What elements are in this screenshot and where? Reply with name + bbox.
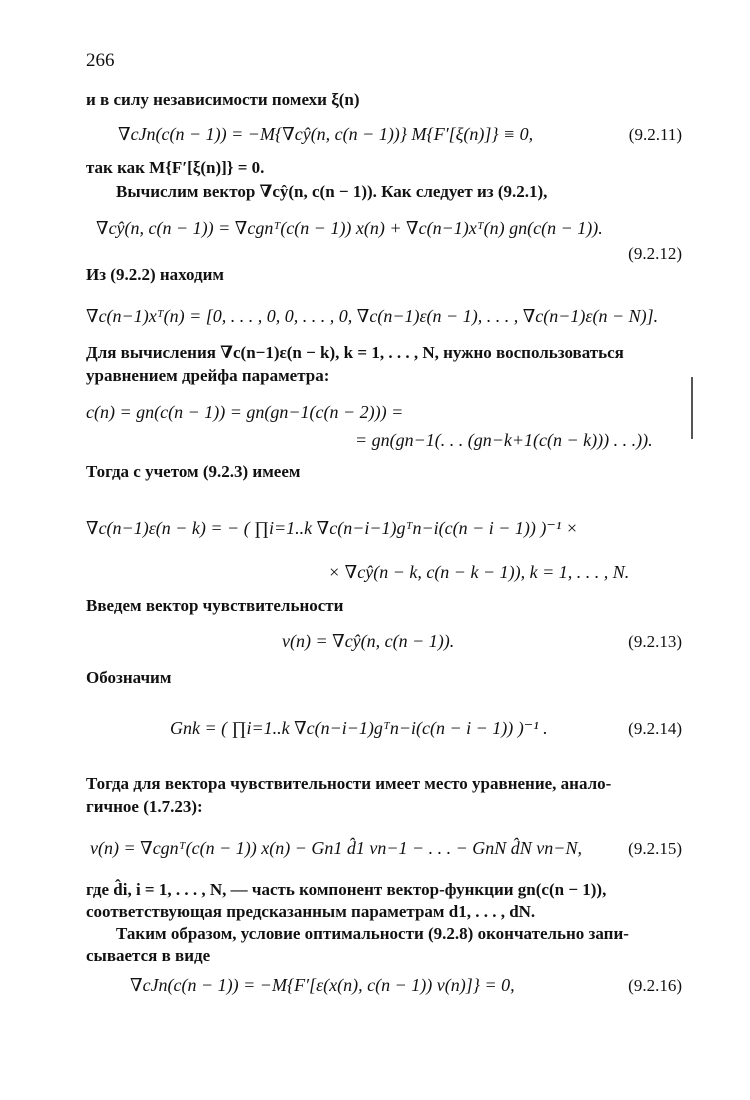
equation-number: (9.2.15) [628,839,682,858]
text-line: Из (9.2.2) находим [86,265,225,284]
equation-9-2-12: ∇cŷ(n, c(n − 1)) = ∇cgnᵀ(c(n − 1)) x(n) + ∇c(n−1)xᵀ(n) gn(c(n − 1)). [96,218,603,238]
equation-9-2-11: ∇cJn(c(n − 1)) = −M{∇cŷ(n, c(n − 1))} M{F′[ξ(n)]} ≡ 0, [118,124,534,144]
text-line: Обозначим [86,668,172,687]
text-line: гичное (1.7.23): [86,797,203,816]
text-line: Вычислим вектор ∇cŷ(n, c(n − 1)). Как следует из (9.2.1), [116,182,548,201]
text-line: Тогда с учетом (9.2.3) имеем [86,462,301,481]
equation-9-2-14: Gnk = ( ∏i=1..k ∇c(n−i−1)gᵀn−i(c(n − i − 1)) )⁻¹ . [170,718,548,738]
text-line: соответствующая предсказанным параметрам d1, . . . , dN. [86,902,536,921]
equation-epsilon-2: × ∇cŷ(n − k, c(n − k − 1)), k = 1, . . . , N. [328,562,630,582]
equation-9-2-15: v(n) = ∇cgnᵀ(c(n − 1)) x(n) − Gn1 d̂1 vn−1 − . . . − GnN d̂N vn−N, [90,838,582,858]
equation-number: (9.2.16) [628,976,682,995]
page-number: 266 [86,50,115,71]
text-line: Введем вектор чувствительности [86,596,344,615]
equation-9-2-13: v(n) = ∇cŷ(n, c(n − 1)). [282,631,455,651]
text-line: уравнением дрейфа параметра: [86,366,330,385]
text-line: и в силу независимости помехи ξ(n) [86,90,360,109]
equation-9-2-16: ∇cJn(c(n − 1)) = −M{F′[ε(x(n), c(n − 1)) v(n)]} = 0, [130,975,515,995]
equation-number: (9.2.14) [628,719,682,738]
text-line: Таким образом, условие оптимальности (9.2.8) окончательно запи- [116,924,629,943]
equation-epsilon-1: ∇c(n−1)ε(n − k) = − ( ∏i=1..k ∇c(n−i−1)gᵀn−i(c(n − i − 1)) )⁻¹ × [86,518,578,538]
margin-mark [691,377,693,439]
text-line: сывается в виде [86,946,211,965]
text-line: Тогда для вектора чувствительности имеет место уравнение, анало- [86,774,612,793]
text-line: Для вычисления ∇c(n−1)ε(n − k), k = 1, . . . , N, нужно воспользоваться [86,343,624,362]
equation-number: (9.2.12) [628,244,682,263]
equation-drift-2: = gn(gn−1(. . . (gn−k+1(c(n − k))) . . .)). [355,430,653,450]
equation-number: (9.2.13) [628,632,682,651]
equation-gradient-x: ∇c(n−1)xᵀ(n) = [0, . . . , 0, 0, . . . , 0, ∇c(n−1)ε(n − 1), . . . , ∇c(n−1)ε(n − N)]. [86,306,659,326]
equation-number: (9.2.11) [628,125,682,144]
text-line: где d̂i, i = 1, . . . , N, — часть компонент вектор-функции gn(c(n − 1)), [86,880,607,899]
text-line: так как M{F′[ξ(n)]} = 0. [86,158,265,177]
equation-drift-1: c(n) = gn(c(n − 1)) = gn(gn−1(c(n − 2))) = [86,402,404,422]
